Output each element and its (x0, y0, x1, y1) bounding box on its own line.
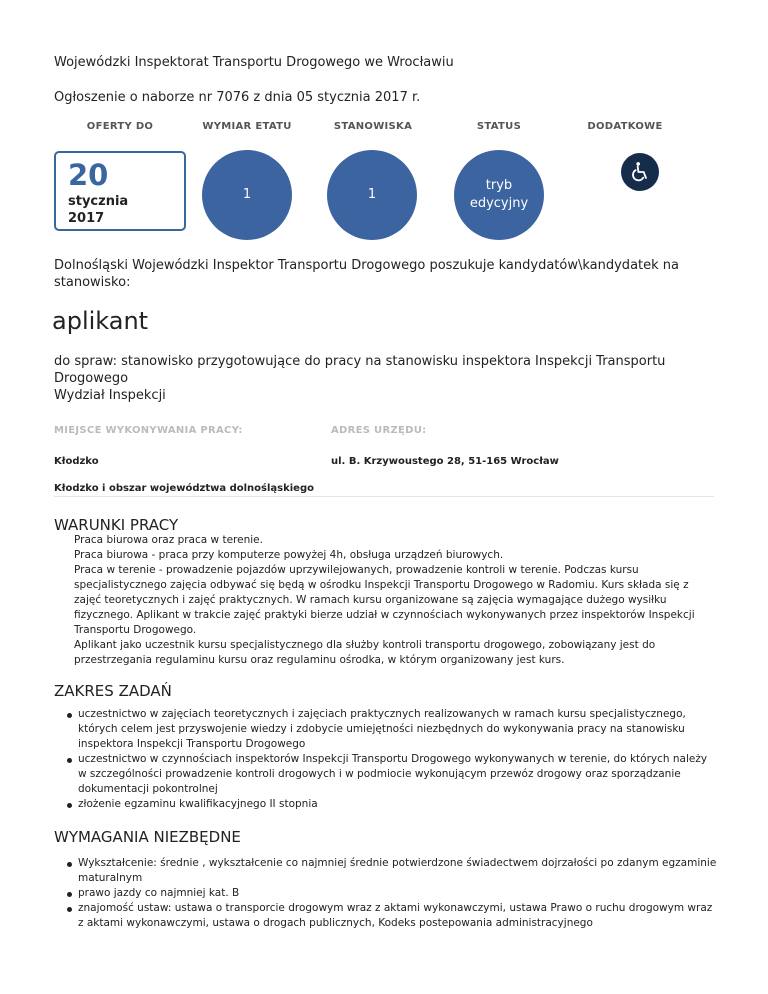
warunki-line: Aplikant jako uczestnik kursu specjalistycznego dla służby kontroli transportu drogowego, zobowiązany jest do przestrzegania regulaminu kursu oraz regulaminu ośrodka, w którym organizowany jest kurs. (74, 639, 656, 666)
status-value: tryb edycyjny (469, 178, 529, 211)
list-item: prawo jazdy co najmniej kat. B (78, 886, 718, 901)
warunki-line: Praca w terenie - prowadzenie pojazdów uprzywilejowanych, prowadzenie kontroli w terenie. Podczas kursu specjalistycznego zajęcia odbywać się będą w ośrodku Inspekcji Transportu Drogowego w Radomiu. Kurs składa się z zajęć teoretycznych i zajęć praktycznych. W ramach kursu organizowane są zajęcia wymagające dużego wysiłku fizycznego. Aplikant w trakcie zajęć praktyki bierze udział w czynnościach wykonywanych przez inspektorów Inspekcji Transportu Drogowego. (74, 564, 695, 636)
department-text: Wydział Inspekcji (54, 388, 166, 403)
stanowiska-value: 1 (367, 187, 377, 202)
list-item: uczestnictwo w zajęciach teoretycznych i zajęciach praktycznych realizowanych w ramach kursu specjalistycznego, których celem jest przyswojenie wiedzy i zdobycie umiejętności niezbędnych do wykonywania pracy na stanowisku inspektora Inspekcji Transportu Drogowego (78, 707, 718, 752)
position-title: aplikant (52, 307, 149, 335)
do-spraw-text: do spraw: stanowisko przygotowujące do pracy na stanowisku inspektora Inspekcji Transportu Drogowego (54, 354, 666, 386)
zakres-title: ZAKRES ZADAŃ (54, 682, 172, 700)
label-address: ADRES URZĘDU: (331, 425, 427, 436)
status-circle (454, 150, 544, 240)
etat-circle (202, 150, 292, 240)
warunki-line: Praca biurowa - praca przy komputerze powyżej 4h, obsługa urządzeń biurowych. (74, 549, 504, 561)
wymagania-title: WYMAGANIA NIEZBĘDNE (54, 828, 241, 846)
deadline-box (54, 151, 186, 231)
place-value: Kłodzko (54, 456, 99, 467)
announcement-title: Ogłoszenie o naborze nr 7076 z dnia 05 stycznia 2017 r. (54, 90, 421, 105)
list-item: złożenie egzaminu kwalifikacyjnego II stopnia (78, 797, 718, 812)
address-value: ul. B. Krzywoustego 28, 51-165 Wrocław (331, 456, 559, 467)
warunki-line: Praca biurowa oraz praca w terenie. (74, 534, 263, 546)
list-item: uczestnictwo w czynnościach inspektorów Inspekcji Transportu Drogowego wykonywanych w terenie, do których należy w szczególności prowadzenie kontroli drogowych i w podmiocie wykonującym przewóz drogowy oraz sporządzanie dokumentacji pokontrolnej (78, 752, 718, 797)
deadline-year: 2017 (68, 211, 105, 226)
col-stanowiska: STANOWISKA (333, 121, 413, 132)
warunki-title: WARUNKI PRACY (54, 516, 179, 534)
deadline-month: stycznia (68, 194, 129, 209)
label-place: MIEJSCE WYKONYWANIA PRACY: (54, 425, 243, 436)
warunki-body (74, 533, 714, 668)
deadline-day: 20 (68, 158, 109, 192)
position-description (54, 353, 714, 404)
list-item: znajomość ustaw: ustawa o transporcie drogowym wraz z aktami wykonawczymi, ustawa Prawo o ruchu drogowym wraz z aktami wykonawczymi, ustawa o drogach publicznych, Kodeks postepowania administracyjnego (78, 901, 718, 931)
col-status: STATUS (476, 121, 522, 132)
wymagania-list (78, 856, 718, 931)
col-wymiar-etatu: WYMIAR ETATU (202, 121, 292, 132)
area-value: Kłodzko i obszar województwa dolnośląskiego (54, 483, 314, 494)
stanowiska-circle (327, 150, 417, 240)
intro-text: Dolnośląski Wojewódzki Inspektor Transportu Drogowego poszukuje kandydatów\kandydatek na stanowisko: (54, 258, 679, 290)
etat-value: 1 (242, 187, 252, 202)
divider (54, 496, 714, 497)
wheelchair-icon (621, 153, 659, 191)
org-name: Wojewódzki Inspektorat Transportu Drogowego we Wrocławiu (54, 55, 454, 70)
col-oferty-do: OFERTY DO (86, 121, 154, 132)
col-dodatkowe: DODATKOWE (587, 121, 663, 132)
zakres-list (78, 707, 718, 812)
list-item: Wykształcenie: średnie , wykształcenie co najmniej średnie potwierdzone świadectwem dojrzałości po zdanym egzaminie maturalnym (78, 857, 717, 884)
